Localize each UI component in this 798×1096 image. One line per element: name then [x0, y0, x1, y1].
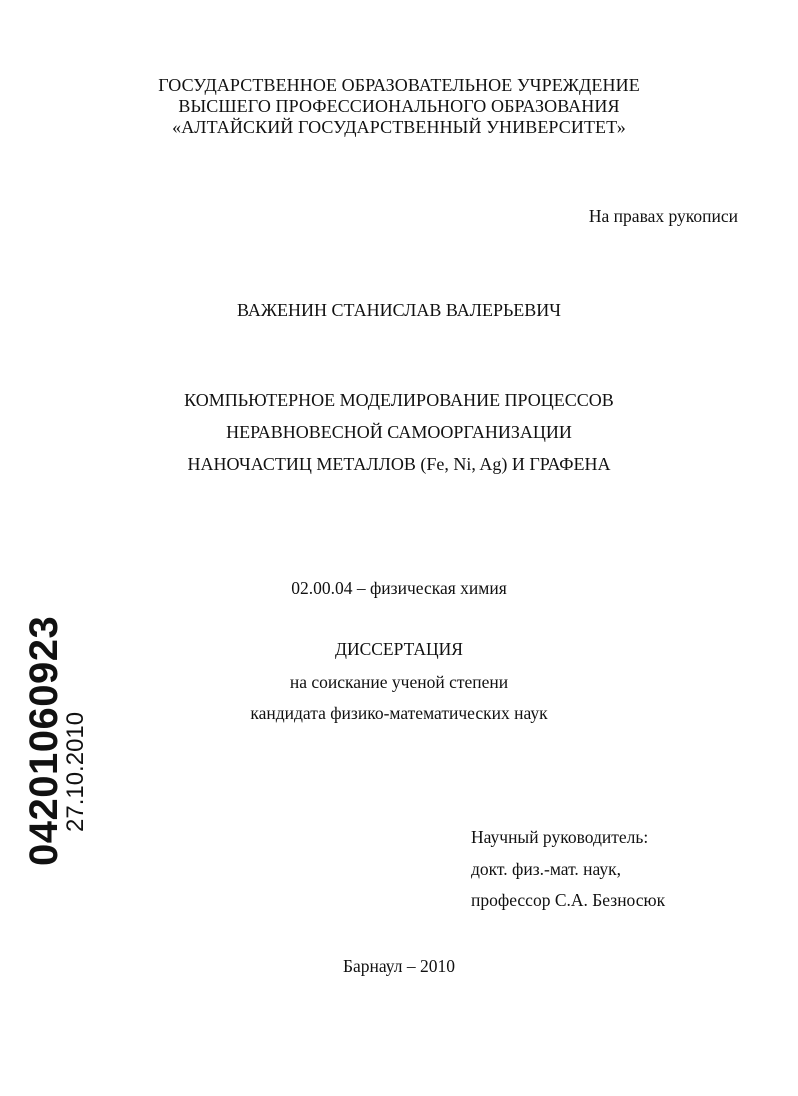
- library-stamp-date: 27.10.2010: [62, 711, 89, 832]
- title-line-1: КОМПЬЮТЕРНОЕ МОДЕЛИРОВАНИЕ ПРОЦЕССОВ: [184, 390, 614, 410]
- library-stamp-code: 04201060923: [22, 615, 66, 866]
- supervisor-line-3: профессор С.А. Безносюк: [471, 890, 666, 910]
- institution-line-3: «АЛТАЙСКИЙ ГОСУДАРСТВЕННЫЙ УНИВЕРСИТЕТ»: [172, 117, 626, 137]
- institution-line-2: ВЫСШЕГО ПРОФЕССИОНАЛЬНОГО ОБРАЗОВАНИЯ: [178, 96, 620, 116]
- title-line-2: НЕРАВНОВЕСНОЙ САМООРГАНИЗАЦИИ: [226, 422, 572, 442]
- dissertation-heading: ДИССЕРТАЦИЯ: [335, 639, 463, 659]
- supervisor-line-2: докт. физ.-мат. наук,: [471, 859, 622, 879]
- supervisor-line-1: Научный руководитель:: [471, 827, 649, 847]
- author-name: ВАЖЕНИН СТАНИСЛАВ ВАЛЕРЬЕВИЧ: [237, 300, 561, 320]
- place-year: Барнаул – 2010: [342, 956, 456, 976]
- dissertation-degree-line-1: на соискание ученой степени: [289, 672, 509, 692]
- manuscript-note: На правах рукописи: [588, 206, 738, 226]
- institution-line-1: ГОСУДАРСТВЕННОЕ ОБРАЗОВАТЕЛЬНОЕ УЧРЕЖДЕНИЕ: [158, 75, 640, 95]
- dissertation-degree-line-2: кандидата физико-математических наук: [250, 703, 548, 723]
- specialty: 02.00.04 – физическая химия: [291, 578, 507, 598]
- title-line-3: НАНОЧАСТИЦ МЕТАЛЛОВ (Fe, Ni, Ag) И ГРАФЕНА: [187, 454, 611, 474]
